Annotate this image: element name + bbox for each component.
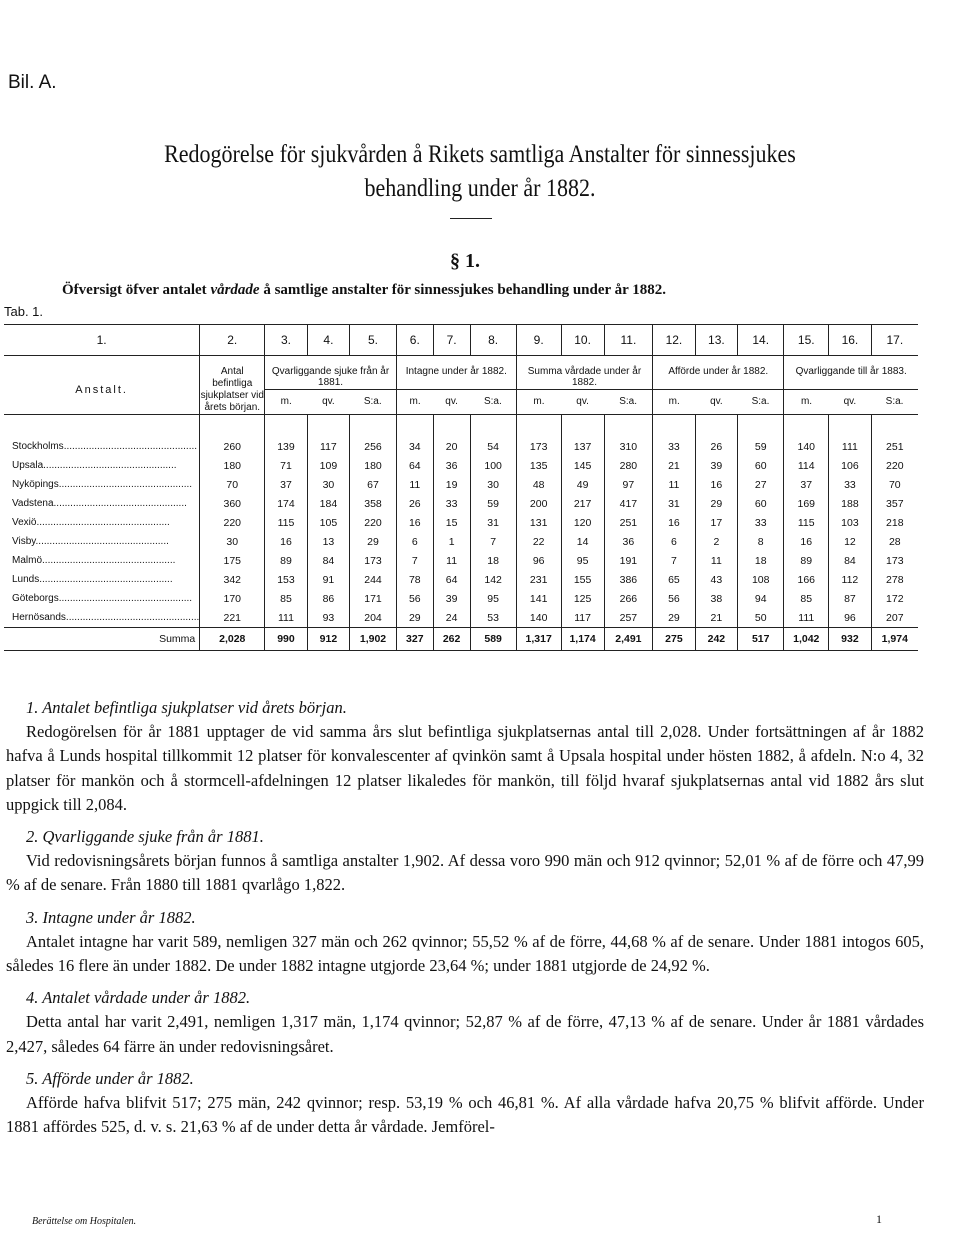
table-cell: 114 [784,456,829,475]
table-cell: 231 [516,570,561,589]
table-cell: 96 [829,608,871,628]
table-cell: 386 [604,570,653,589]
table-cell: 95 [561,551,604,570]
table-cell: 191 [604,551,653,570]
table-cell: 48 [516,475,561,494]
appendix-label: Bil. A. [8,72,57,93]
table-cell: 84 [829,551,871,570]
table-cell: 33 [829,475,871,494]
table-cell: 342 [200,570,265,589]
table-cell: 169 [784,494,829,513]
table-row [4,415,918,457]
summa-cell: 912 [307,628,349,651]
table-cell: 11 [396,475,433,494]
table-cell: 140 [516,608,561,628]
table-cell: 43 [695,570,737,589]
column-numbers-row [4,325,918,356]
page-number: 1 [876,1212,882,1226]
table-cell: 13 [307,532,349,551]
institution-label: Nyköpings [12,479,59,490]
table-cell: 106 [829,456,871,475]
table-cell: 26 [695,415,737,457]
table-cell: 11 [433,551,470,570]
table-cell: 16 [265,532,307,551]
table-cell: 6 [396,532,433,551]
table-cell: 220 [871,456,918,475]
summa-cell: 1,174 [561,628,604,651]
table-cell: 64 [433,570,470,589]
institution-label: Lunds [12,574,40,585]
column-number: 3. [265,325,307,356]
sub-header: qv. [829,389,871,414]
table-cell: 6 [653,532,695,551]
table-cell: 78 [396,570,433,589]
table-cell: 278 [871,570,918,589]
table-cell: 170 [200,589,265,608]
table-cell: 56 [653,589,695,608]
table-cell: 94 [738,589,784,608]
institution-label: Vadstena [12,498,54,509]
summa-cell: 242 [695,628,737,651]
institution-label: Göteborgs [12,593,59,604]
sub-header: qv. [695,389,737,414]
table-cell: 65 [653,570,695,589]
table-cell: 145 [561,456,604,475]
table-cell: 54 [470,415,516,457]
column-number: 16. [829,325,871,356]
table-cell: 115 [265,513,307,532]
table-cell: 15 [433,513,470,532]
table-cell: 174 [265,494,307,513]
table-cell: 31 [470,513,516,532]
table-cell: 141 [516,589,561,608]
table-cell: 280 [604,456,653,475]
column-number: 4. [307,325,349,356]
table-cell: 29 [350,532,397,551]
table-cell: 244 [350,570,397,589]
table-cell: 93 [307,608,349,628]
table-cell: 105 [307,513,349,532]
table-cell: 50 [738,608,784,628]
table-body [4,415,918,651]
summa-cell: 2,491 [604,628,653,651]
summa-cell: 275 [653,628,695,651]
summa-cell: 1,974 [871,628,918,651]
heading-2: 2. Qvarliggande sjuke från år 1881. [26,827,264,847]
table-cell: 22 [516,532,561,551]
sub-header: m. [784,389,829,414]
table-cell: 7 [653,551,695,570]
table-cell: 112 [829,570,871,589]
summa-cell: 262 [433,628,470,651]
column-number: 12. [653,325,695,356]
heading-3: 3. Intagne under år 1882. [26,907,196,927]
table-cell: 417 [604,494,653,513]
table-row [4,494,918,513]
sub-header: qv. [561,389,604,414]
column-number: 13. [695,325,737,356]
heading-5: 5. Afförde under år 1882. [26,1068,194,1088]
table-cell: 27 [738,475,784,494]
institution-name [4,608,200,628]
table-cell: 19 [433,475,470,494]
table-cell: 173 [516,415,561,457]
table-cell: 95 [470,589,516,608]
table-header [4,325,918,415]
sub-header: S:a. [871,389,918,414]
table-cell: 36 [604,532,653,551]
heading-1: 1. Antalet befintliga sjukplatser vid årets början. [26,698,347,717]
sub-header: qv. [307,389,349,414]
summa-cell: 1,902 [350,628,397,651]
table-cell: 11 [695,551,737,570]
table-cell: 29 [695,494,737,513]
table-cell: 217 [561,494,604,513]
table-cell: 67 [350,475,397,494]
paragraph-5: Afförde hafva blifvit 517; 275 män, 242 qvinnor; resp. 53,19 % och 46,81 %. Af alla vårdade hafva 20,75 % blifvit afförde. Under 1881 affördes 525, d. v. s. 21,63 % af de under detta år vårdade. Jemförel- [6,1093,924,1137]
table-cell: 207 [871,608,918,628]
table-cell: 8 [738,532,784,551]
summa-row [4,628,918,651]
table-row [4,513,918,532]
page-title [58,138,903,206]
institution-name [4,513,200,532]
table-cell: 131 [516,513,561,532]
subtitle-part-1: Öfversigt öfver antalet [62,282,211,298]
table-cell: 188 [829,494,871,513]
summa-cell: 2,028 [200,628,265,651]
table-cell: 29 [396,608,433,628]
table-cell: 11 [653,475,695,494]
column-number: 2. [200,325,265,356]
table-cell: 251 [604,513,653,532]
table-cell: 70 [200,475,265,494]
table-label: Tab. 1. [4,304,44,319]
sub-header: S:a. [350,389,397,414]
sub-header: S:a. [470,389,516,414]
group-header-intagne: Intagne under år 1882. [396,356,516,390]
table-cell: 172 [871,589,918,608]
table-row [4,589,918,608]
table-cell: 21 [653,456,695,475]
table-cell: 24 [433,608,470,628]
sub-header: m. [653,389,695,414]
table-cell: 139 [265,415,307,457]
table-cell: 60 [738,494,784,513]
table-cell: 16 [396,513,433,532]
table-cell: 173 [350,551,397,570]
table-cell: 135 [516,456,561,475]
table-cell: 56 [396,589,433,608]
summa-cell: 1,042 [784,628,829,651]
institution-name [4,589,200,608]
institution-name [4,551,200,570]
table-cell: 115 [784,513,829,532]
table-row [4,475,918,494]
table-cell: 17 [695,513,737,532]
section-mark: § 1. [450,250,480,272]
table-cell: 360 [200,494,265,513]
table-cell: 204 [350,608,397,628]
institution-label: Malmö [12,555,43,566]
table-cell: 30 [307,475,349,494]
column-number: 8. [470,325,516,356]
table-cell: 257 [604,608,653,628]
table-row [4,570,918,589]
column-number: 11. [604,325,653,356]
table-cell: 86 [307,589,349,608]
table-cell: 142 [470,570,516,589]
sub-header: S:a. [604,389,653,414]
table-cell: 175 [200,551,265,570]
table-cell: 251 [871,415,918,457]
table-cell: 100 [470,456,516,475]
institution-name [4,494,200,513]
summa-cell: 932 [829,628,871,651]
group-header-qvarliggande-1883: Qvarliggande till år 1883. [784,356,918,390]
table-cell: 117 [307,415,349,457]
summa-cell: 589 [470,628,516,651]
group-header-summa-vardade: Summa vårdade under år 1882. [516,356,652,390]
table-row [4,456,918,475]
institution-name [4,415,200,457]
anstalt-header: Anstalt. [75,383,128,396]
subtitle-emphasis: vårdade [210,282,260,298]
title-divider [450,218,492,219]
table-cell: 30 [200,532,265,551]
table-cell: 200 [516,494,561,513]
table-cell: 166 [784,570,829,589]
table-cell: 21 [695,608,737,628]
table-cell: 180 [200,456,265,475]
subtitle-part-2: å samtlige anstalter för sinnessjukes behandling under år 1882. [259,282,667,298]
table-cell: 38 [695,589,737,608]
table-cell: 103 [829,513,871,532]
paragraph-4: Detta antal har varit 2,491, nemligen 1,317 män, 1,174 qvinnor; 52,87 % af de förre, 47,13 % af de senare. Under år 1881 vårdades 2,427, således 64 färre än under redovisningsåret. [6,1012,924,1056]
table-cell: 28 [871,532,918,551]
table-cell: 173 [871,551,918,570]
summa-cell: 517 [738,628,784,651]
paragraph-3: Antalet intagne har varit 589, nemligen 327 män och 262 qvinnor; 55,52 % af de förre, 44,68 % af de senare. Under 1881 intogos 605, således 16 flere än under 1882. De under 1882 intagne utgjorde 23,64 %; under 1881 utgjorde de 24,92 %. [6,931,924,976]
table-cell: 266 [604,589,653,608]
table-cell: 171 [350,589,397,608]
heading-4: 4. Antalet vårdade under år 1882. [26,988,251,1008]
table-cell: 108 [738,570,784,589]
table-row [4,532,918,551]
table-cell: 220 [350,513,397,532]
institution-name [4,475,200,494]
table-cell: 221 [200,608,265,628]
table-cell: 16 [784,532,829,551]
column-number: 9. [516,325,561,356]
table-cell: 70 [871,475,918,494]
table-cell: 29 [653,608,695,628]
table-cell: 26 [396,494,433,513]
institution-label: Stockholms [12,441,64,452]
table-cell: 33 [653,415,695,457]
table-cell: 184 [307,494,349,513]
institution-label: Upsala [12,460,44,471]
table-cell: 7 [396,551,433,570]
column-number: 17. [871,325,918,356]
summa-cell: 327 [396,628,433,651]
table-cell: 260 [200,415,265,457]
table-row [4,551,918,570]
table-cell: 220 [200,513,265,532]
table-cell: 137 [561,415,604,457]
column-number: 1. [4,325,200,356]
summa-cell: 990 [265,628,307,651]
institution-name [4,456,200,475]
table-row [4,608,918,628]
table-cell: 96 [516,551,561,570]
table-cell: 33 [738,513,784,532]
table-cell: 153 [265,570,307,589]
table-cell: 155 [561,570,604,589]
table-cell: 125 [561,589,604,608]
table-cell: 33 [433,494,470,513]
group-header-afforde: Afförde under år 1882. [653,356,784,390]
table-cell: 14 [561,532,604,551]
table-cell: 111 [784,608,829,628]
statistics-table [4,324,918,651]
column-number: 15. [784,325,829,356]
table-cell: 18 [470,551,516,570]
table-cell: 16 [653,513,695,532]
table-cell: 109 [307,456,349,475]
paragraph-2: Vid redovisningsårets början funnos å samtliga anstalter 1,902. Af dessa voro 990 män och 912 qvinnor; 52,01 % af de förre och 47,99 % af de senare. Från 1880 till 1881 qvarlågo 1,822. [6,851,924,895]
column-number: 6. [396,325,433,356]
table-cell: 36 [433,456,470,475]
sub-header: m. [516,389,561,414]
table-cell: 39 [433,589,470,608]
table-cell: 85 [265,589,307,608]
table-cell: 37 [265,475,307,494]
group-header-qvarliggande-1881: Qvarliggande sjuke från år 1881. [265,356,397,390]
table-cell: 20 [433,415,470,457]
table-cell: 357 [871,494,918,513]
table-cell: 140 [784,415,829,457]
table-cell: 91 [307,570,349,589]
table-cell: 89 [784,551,829,570]
antal-header: Antal befintliga sjukplatser vid årets början. [200,356,265,415]
sub-header: qv. [433,389,470,414]
column-number: 7. [433,325,470,356]
column-number: 5. [350,325,397,356]
table-cell: 64 [396,456,433,475]
table-cell: 84 [307,551,349,570]
body-text [6,696,924,1139]
table-cell: 89 [265,551,307,570]
table-cell: 53 [470,608,516,628]
table-cell: 16 [695,475,737,494]
table-cell: 120 [561,513,604,532]
table-cell: 1 [433,532,470,551]
table-cell: 12 [829,532,871,551]
table-cell: 117 [561,608,604,628]
institution-name [4,532,200,551]
table-cell: 358 [350,494,397,513]
column-number: 14. [738,325,784,356]
table-cell: 2 [695,532,737,551]
title-line-2: behandling under år 1882. [364,175,596,202]
title-line-1: Redogörelse för sjukvården å Rikets samtliga Anstalter för sinnessjukes [164,141,796,168]
table-cell: 310 [604,415,653,457]
table-cell: 59 [470,494,516,513]
table-cell: 111 [829,415,871,457]
institution-name [4,570,200,589]
table-cell: 85 [784,589,829,608]
table-cell: 180 [350,456,397,475]
summa-cell: 1,317 [516,628,561,651]
table-cell: 60 [738,456,784,475]
table-cell: 111 [265,608,307,628]
institution-label: Hernösands [12,612,66,623]
table-cell: 18 [738,551,784,570]
table-cell: 87 [829,589,871,608]
paragraph-1: Redogörelsen för år 1881 upptager de vid samma års slut befintliga sjukplatsernas antal till 2,028. Under fortsättningen af år 1882 hafva å Lunds hospital tillkommit 12 platser för konvalescenter af qvinkön samt å Upsala hospital under hösten 1882, å afdeln. N:o 4, 32 platser för mankön och å stormcell-afdelningen 12 platser likaledes för mankön, till följd hvaraf sjukplatsernas antal vid 1882 års slut uppgick till 2,084. [6,722,924,814]
institution-label: Visby [12,536,36,547]
table-cell: 31 [653,494,695,513]
table-cell: 71 [265,456,307,475]
table-cell: 218 [871,513,918,532]
sub-header: m. [265,389,307,414]
table-cell: 97 [604,475,653,494]
table-cell: 59 [738,415,784,457]
sub-header: m. [396,389,433,414]
table-cell: 30 [470,475,516,494]
table-cell: 256 [350,415,397,457]
table-cell: 49 [561,475,604,494]
footer-source: Berättelse om Hospitalen. [32,1216,137,1227]
table-cell: 34 [396,415,433,457]
column-number: 10. [561,325,604,356]
table-cell: 37 [784,475,829,494]
table-cell: 39 [695,456,737,475]
table-subtitle [62,282,666,299]
table-cell: 7 [470,532,516,551]
institution-label: Vexiö [12,517,37,528]
summa-label: Summa [4,628,200,651]
sub-header: S:a. [738,389,784,414]
column-group-row [4,356,918,390]
